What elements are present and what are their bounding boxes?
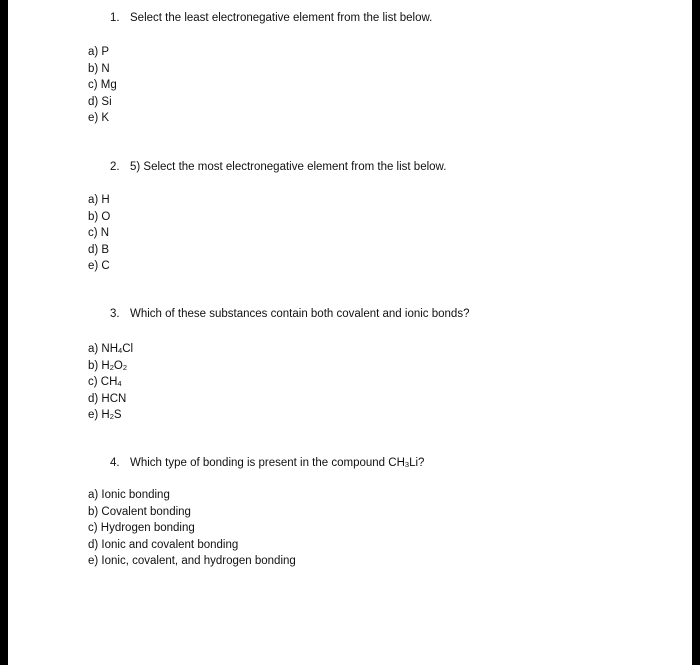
question-number: 1.	[110, 12, 120, 24]
option-a: a) $NH_4Cl$	[88, 343, 134, 355]
question-number: 2.	[110, 161, 120, 173]
question-4-options	[88, 487, 296, 570]
option-e: e) $H_2S$	[88, 409, 122, 421]
option-b: b) $H_2O_2$	[88, 359, 128, 372]
option-c: c) N	[88, 227, 110, 239]
question-3	[110, 308, 469, 320]
option-b: b) Covalent bonding	[88, 505, 191, 518]
option-d: d) B	[88, 243, 110, 256]
option-e: e) K	[88, 112, 110, 124]
option-b: b) O	[88, 210, 111, 223]
question-2	[110, 161, 446, 173]
question-number: 3.	[110, 308, 120, 320]
question-1-options	[88, 44, 117, 127]
document-page	[8, 0, 692, 665]
question-text: Select the least electronegative element from the list below.	[130, 12, 433, 24]
option-e: e) Ionic, covalent, and hydrogen bonding	[88, 555, 296, 567]
option-d: d) Ionic and covalent bonding	[88, 538, 239, 551]
option-a: a) H	[88, 194, 110, 206]
question-2-options	[88, 192, 110, 275]
question-1	[110, 12, 432, 24]
question-text: Which type of bonding is present in the compound $CH_3Li$?	[130, 457, 425, 469]
option-e: e) C	[88, 260, 110, 272]
question-text: Which of these substances contain both covalent and ionic bonds?	[130, 308, 470, 320]
option-c: c) Mg	[88, 79, 117, 91]
option-a: a) Ionic bonding	[88, 489, 170, 501]
option-a: a) P	[88, 46, 110, 58]
question-number: 4.	[110, 457, 120, 469]
option-c: c) Hydrogen bonding	[88, 522, 195, 534]
option-c: c) $CH_4$	[88, 376, 122, 388]
question-text: 5) Select the most electronegative element from the list below.	[130, 161, 447, 173]
option-d: d) HCN	[88, 392, 127, 405]
question-4	[110, 457, 424, 469]
option-b: b) N	[88, 62, 110, 75]
question-3-options	[88, 341, 133, 424]
option-d: d) Si	[88, 95, 112, 108]
